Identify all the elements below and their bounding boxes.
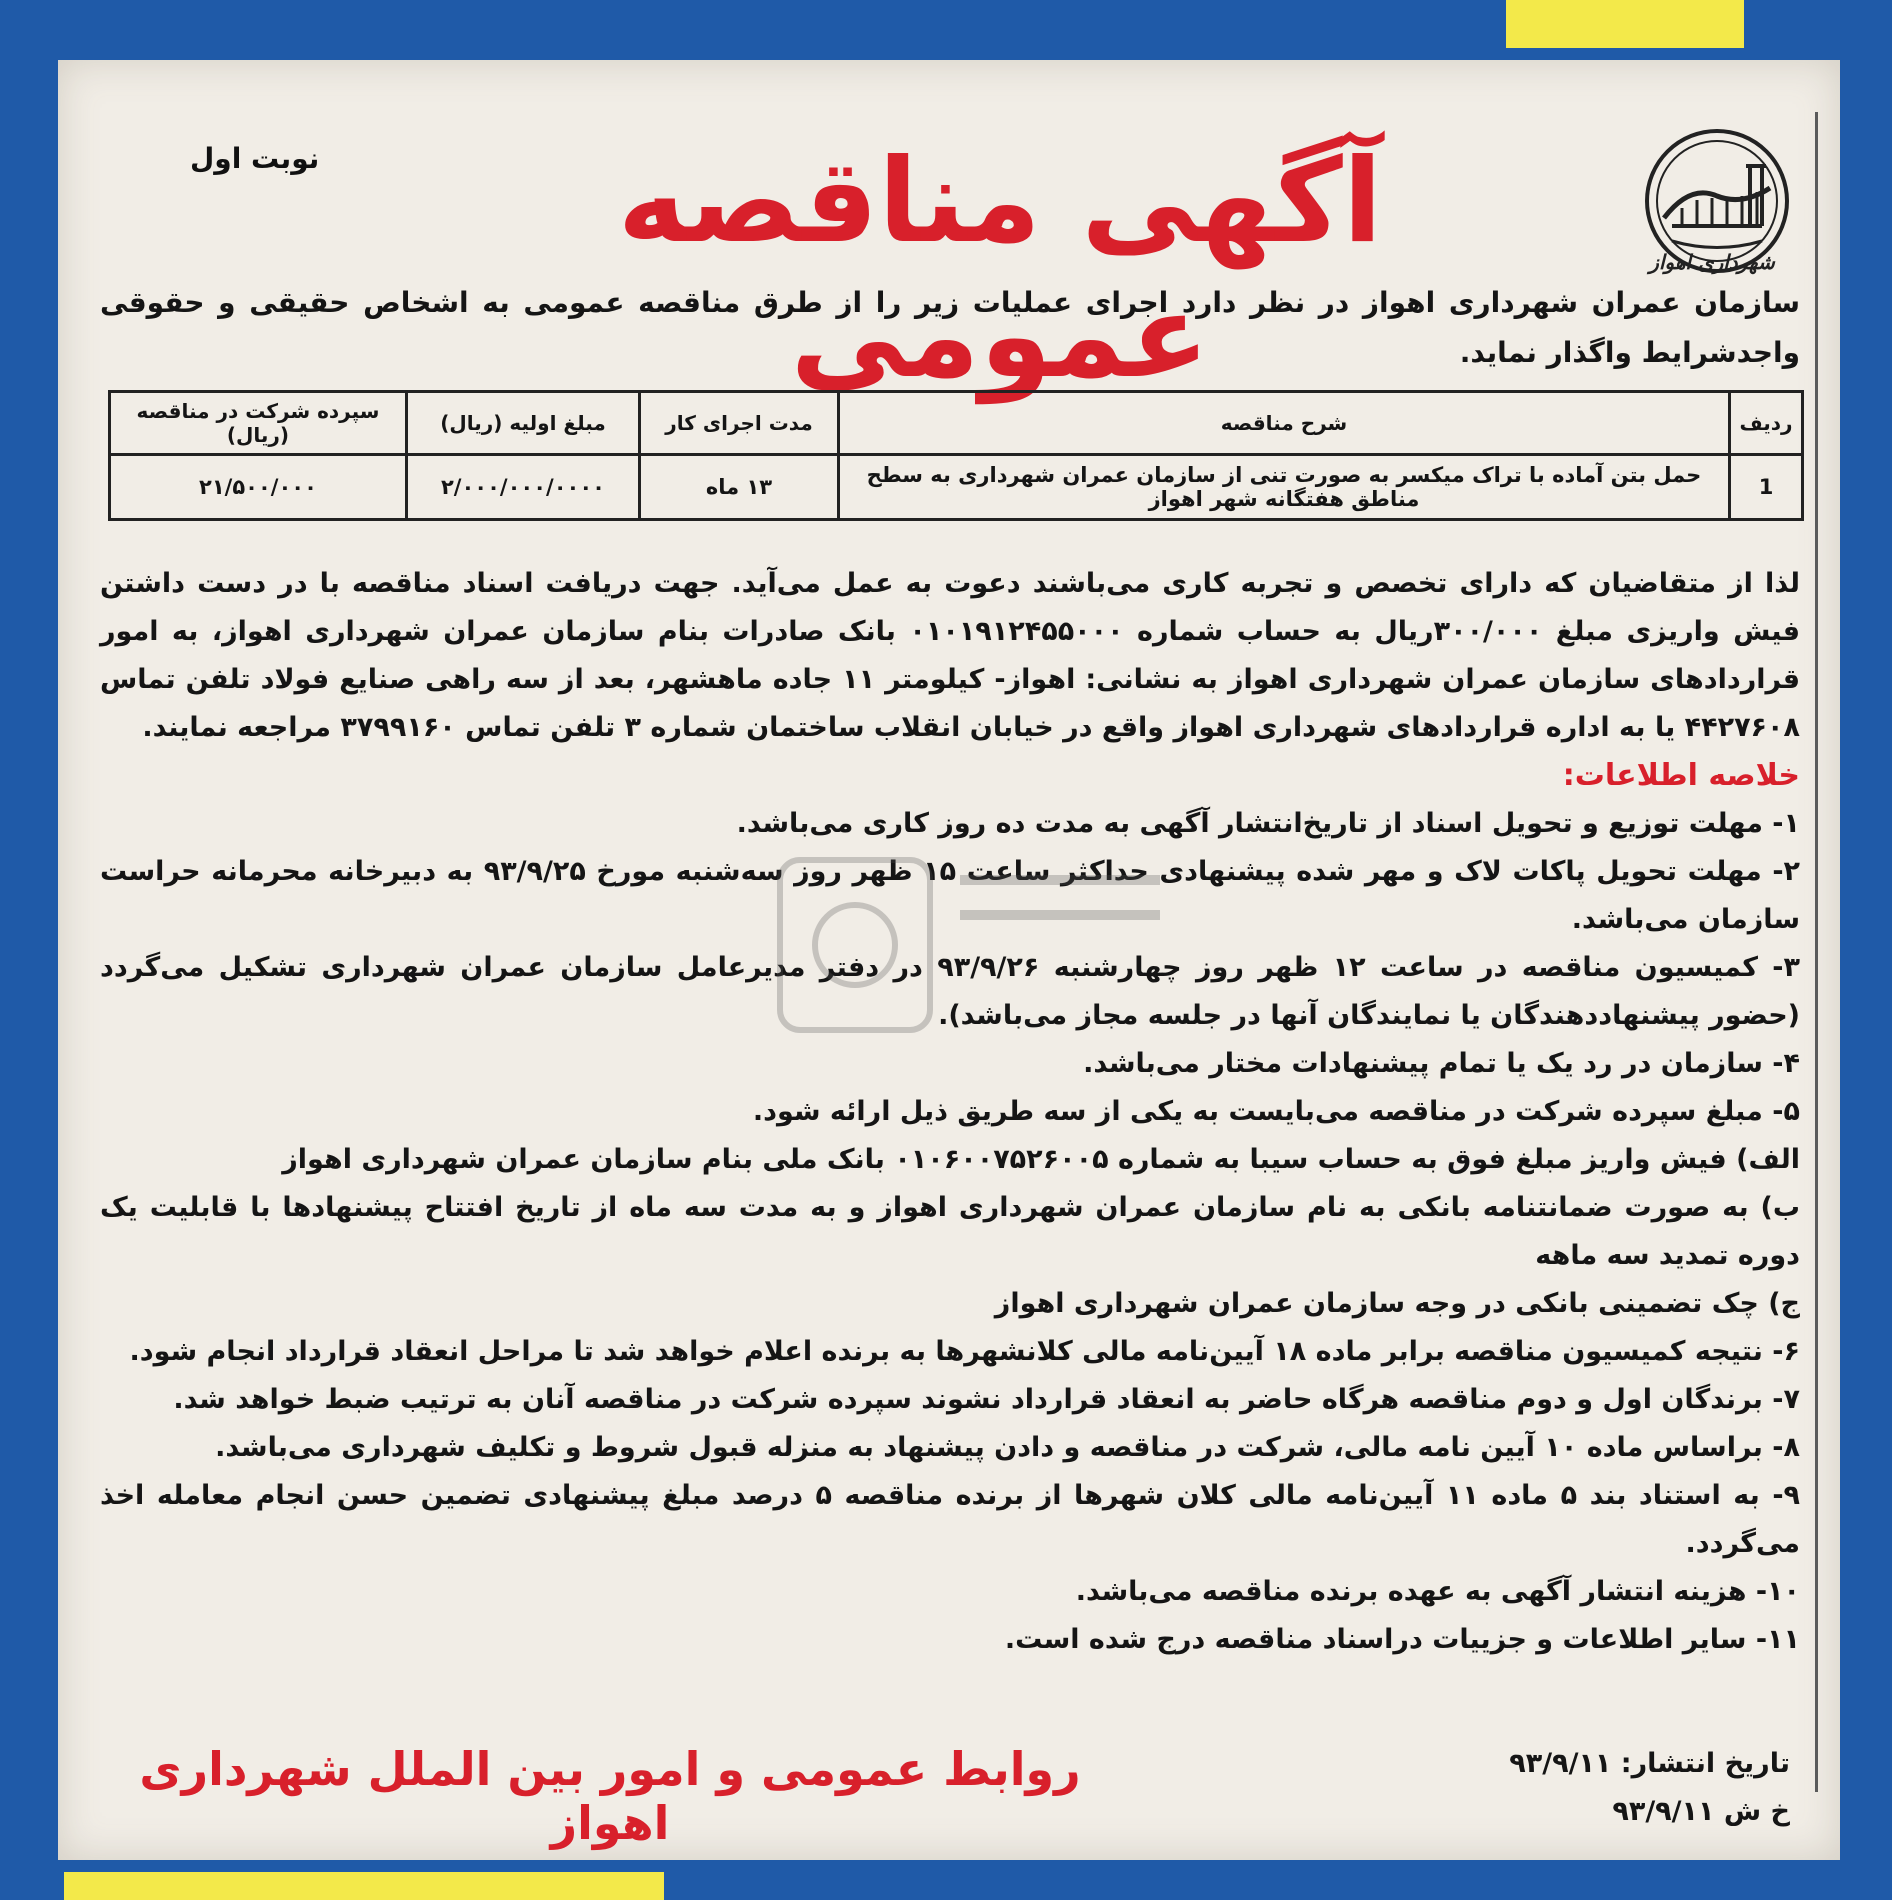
notice-title: آگهی مناقصه عمومی [617, 134, 1383, 404]
notice-body [100, 560, 1800, 1664]
summary-item: ۲- مهلت تحویل پاکات لاک و مهر شده پیشنهادی حداکثر ساعت ۱۵ ظهر روز سه‌شنبه مورخ ۹۳/۹/۲۵ به دبیرخانه محرمانه حراست سازمان می‌باشد. [100, 856, 1801, 935]
publication-info [1430, 1740, 1790, 1836]
summary-item: ۱- مهلت توزیع و تحویل اسناد از تاریخ‌انتشار آگهی به مدت ده روز کاری می‌باشد. [736, 808, 1800, 839]
intro-paragraph: سازمان عمران شهرداری اهواز در نظر دارد اجرای عملیات زیر را از طرق مناقصه عمومی به اشخاص حقیقی و حقوقی واجدشرایط واگذار نماید. [100, 286, 1800, 369]
logo-caption: شهرداری اهواز [1649, 250, 1775, 274]
publication-date: تاریخ انتشار: ۹۳/۹/۱۱ [1509, 1748, 1790, 1779]
col-initial-amount: مبلغ اولیه (ریال) [407, 392, 640, 455]
col-deposit: سپرده شرکت در مناقصه (ریال) [110, 392, 407, 455]
invitation-paragraph: لذا از متقاضیان که دارای تخصص و تجربه کاری می‌باشند دعوت به عمل می‌آید. جهت دریافت اسناد مناقصه با در دست داشتن فیش واریزی مبلغ ۳۰۰/۰۰۰ریال به حساب شماره ۰۱۰۱۹۱۲۴۵۵۰۰۰ بانک صادرات بنام سازمان عمران شهرداری اهواز، به امور قراردادهای سازمان عمران شهرداری اهواز به نشانی: اهواز- کیلومتر ۱۱ جاده ماهشهر، بعد از سه راهی صنایع فولاد تلفن تماس ۴۴۲۷۶۰۸ یا به اداره قراردادهای شهرداری اهواز واقع در خیابان انقلاب ساختمان شماره ۳ تلفن تماس ۳۷۹۹۱۶۰ مراجعه نمایند. [100, 568, 1801, 743]
signature-department: روابط عمومی و امور بین الملل شهرداری اهواز [139, 1742, 1081, 1850]
summary-item: ج) چک تضمینی بانکی در وجه سازمان عمران شهرداری اهواز [994, 1288, 1800, 1319]
summary-heading: خلاصه اطلاعات: [1562, 758, 1800, 793]
watermark-icon [760, 820, 1180, 1050]
col-row-number: ردیف [1730, 392, 1803, 455]
cell-row-number: 1 [1730, 455, 1803, 520]
tender-table [108, 390, 1804, 521]
summary-item: ۶- نتیجه کمیسیون مناقصه برابر ماده ۱۸ آیین‌نامه مالی کلانشهرها به برنده اعلام خواهد شد تا مراحل انعقاد قرارداد انجام شود. [129, 1336, 1800, 1367]
summary-item: ۳- کمیسیون مناقصه در ساعت ۱۲ ظهر روز چهارشنبه ۹۳/۹/۲۶ در دفتر مدیرعامل سازمان عمران شهرداری تشکیل می‌گردد (حضور پیشنهاددهندگان یا نمایندگان آنها در جلسه مجاز می‌باشد). [100, 952, 1800, 1031]
cell-duration: ۱۳ ماه [640, 455, 839, 520]
summary-item: ۱۰- هزینه انتشار آگهی به عهده برنده مناقصه می‌باشد. [1075, 1576, 1800, 1607]
summary-item: ۷- برندگان اول و دوم مناقصه هرگاه حاضر به انعقاد قرارداد نشوند سپرده شرکت در مناقصه آنان به ترتیب ضبط خواهد شد. [173, 1384, 1800, 1415]
table-row [110, 455, 1803, 520]
summary-item: ۱۱- سایر اطلاعات و جزییات دراسناد مناقصه درج شده است. [1004, 1624, 1800, 1655]
summary-item: ۹- به استناد بند ۵ ماده ۱۱ آیین‌نامه مالی کلان شهرها از برنده مناقصه ۵ درصد مبلغ پیشنهادی تضمین حسن انجام معامله اخذ می‌گردد. [100, 1480, 1801, 1559]
summary-item: ۸- براساس ماده ۱۰ آیین نامه مالی، شرکت در مناقصه و دادن پیشنهاد به منزله قبول شروط و تکلیف شهرداری می‌باشد. [215, 1432, 1800, 1463]
summary-item: ۵- مبلغ سپرده شرکت در مناقصه می‌بایست به یکی از سه طریق ذیل ارائه شود. [752, 1096, 1800, 1127]
summary-item: الف) فیش واریز مبلغ فوق به حساب سیبا به شماره ۰۱۰۶۰۰۷۵۲۶۰۰۵ بانک ملی بنام سازمان عمران شهرداری اهواز [282, 1144, 1800, 1175]
table-header-row [110, 392, 1803, 455]
notice-content [100, 100, 1820, 1850]
col-duration: مدت اجرای کار [640, 392, 839, 455]
cell-initial-amount: ۲/۰۰۰/۰۰۰/۰۰۰۰ [407, 455, 640, 520]
yellow-band-top [1506, 0, 1744, 48]
cell-description: حمل بتن آماده با تراک میکسر به صورت تنی از سازمان عمران شهرداری به سطح مناطق هفتگانه شهر اهواز [839, 455, 1730, 520]
yellow-band-bottom [64, 1872, 664, 1900]
cell-deposit: ۲۱/۵۰۰/۰۰۰ [110, 455, 407, 520]
publication-code: خ ش ۹۳/۹/۱۱ [1612, 1796, 1790, 1827]
col-description: شرح مناقصه [839, 392, 1730, 455]
summary-item: ۴- سازمان در رد یک یا تمام پیشنهادات مختار می‌باشد. [1083, 1048, 1800, 1079]
notice-round: نوبت اول [190, 142, 320, 175]
summary-item: ب) به صورت ضمانتنامه بانکی به نام سازمان عمران شهرداری اهواز و به مدت سه ماه از تاریخ افتتاح پیشنهادها با قابلیت یک دوره تمدید سه ماهه [100, 1192, 1800, 1271]
